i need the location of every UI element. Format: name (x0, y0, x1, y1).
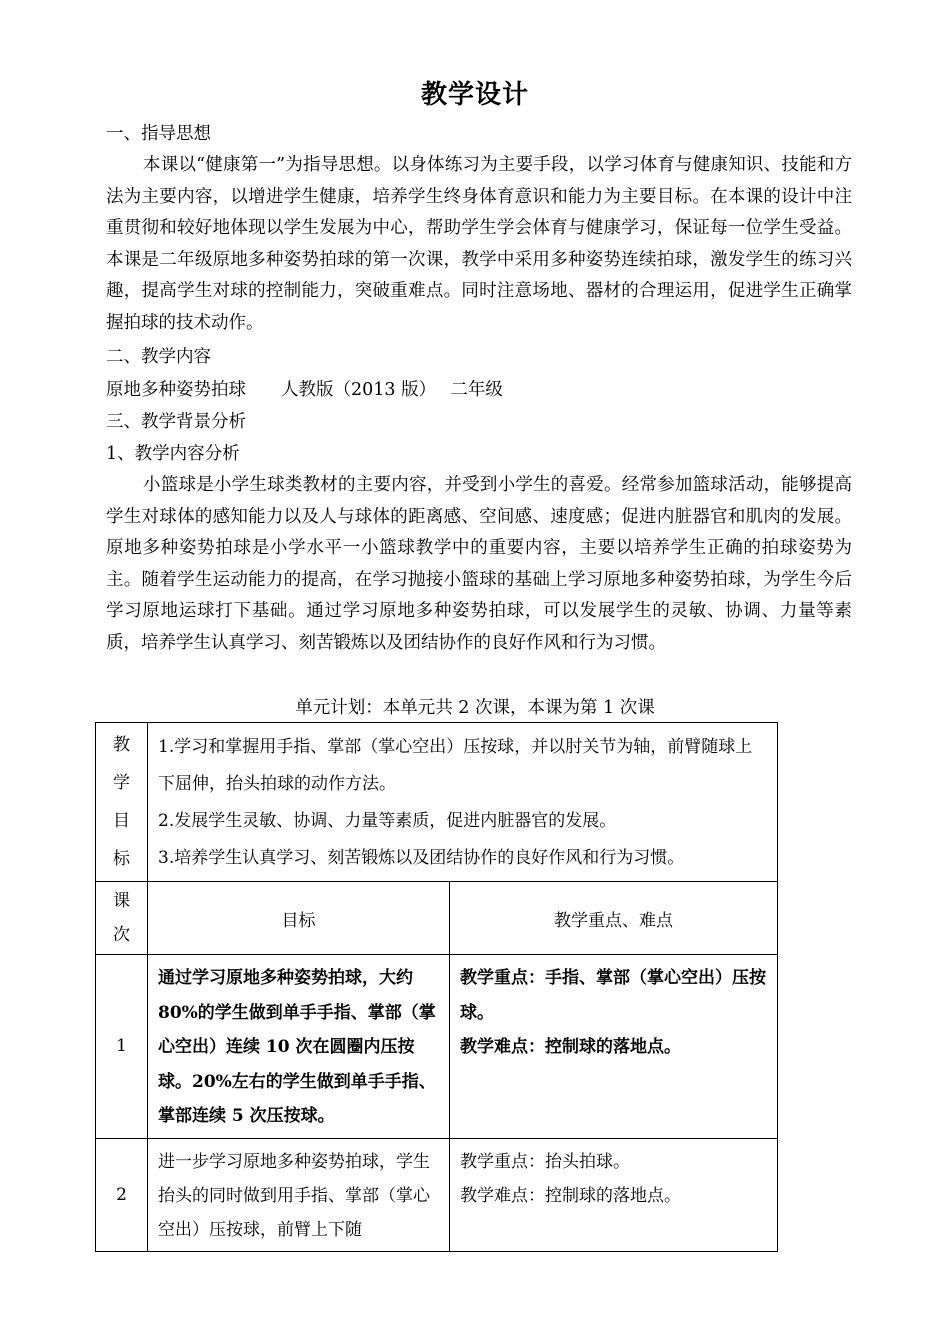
table-row (96, 1138, 778, 1251)
goals-cell (148, 723, 778, 882)
goals-label-char: 标 (113, 849, 130, 869)
lesson-number: 1 (96, 955, 148, 1139)
goal-item: 2.发展学生灵敏、协调、力量等素质，促进内脏器官的发展。 (158, 811, 617, 831)
page-title: 教学设计 (420, 80, 529, 110)
goals-row (96, 723, 778, 882)
subsection-heading-content-analysis: 1、教学内容分析 (106, 444, 240, 464)
unit-plan-caption: 单元计划：本单元共 2 次课，本课为第 1 次课 (295, 698, 655, 718)
header-row (96, 882, 778, 955)
lesson-key-points (450, 955, 778, 1139)
goals-label-cell (96, 723, 148, 882)
teaching-content-line: 原地多种姿势拍球 人教版（2013 版） 二年级 (106, 380, 503, 400)
goals-label-char: 教 (113, 735, 130, 755)
content-analysis-paragraph: 小篮球是小学生球类教材的主要内容，并受到小学生的喜爱。经常参加篮球活动，能够提高学生对球体的感知能力以及人与球体的距离感、空间感、速度感；促进内脏器官和肌肉的发展。原地多种姿势拍球是小学水平一小篮球教学中的重要内容，主要以培养学生正确的拍球姿势为主。随着学生运动能力的提高，在学习抛接小篮球的基础上学习原地多种姿势拍球，为学生今后学习原地运球打下基础。通过学习原地多种姿势拍球，可以发展学生的灵敏、协调、力量等素质，培养学生认真学习、刻苦锻炼以及团结协作的良好作风和行为习惯。 (106, 475, 852, 653)
key-point: 教学重点：抬头拍球。 (460, 1151, 630, 1172)
section-heading-guiding-idea: 一、指导思想 (106, 124, 211, 144)
section-heading-content: 二、教学内容 (106, 347, 211, 367)
lesson-key-points (450, 1138, 778, 1251)
key-point: 教学重点：手指、掌部（掌心空出）压按球。 (460, 968, 766, 1023)
goal-item: 1.学习和掌握用手指、掌部（掌心空出）压按球，并以肘关节为轴，前臂随球上下屈伸，抬头拍球的动作方法。 (158, 737, 753, 794)
goal-column-header: 目标 (148, 882, 450, 955)
unit-plan-table (95, 722, 778, 1252)
guiding-idea-paragraph: 本课以“健康第一”为指导思想。以身体练习为主要手段，以学习体育与健康知识、技能和方法为主要内容，以增进学生健康，培养学生终身体育意识和能力为主要目标。在本课的设计中注重贯彻和较好地体现以学生发展为中心，帮助学生学会体育与健康学习，保证每一位学生受益。本课是二年级原地多种姿势拍球的第一次课，教学中采用多种姿势连续拍球，激发学生的练习兴趣，提高学生对球的控制能力，突破重难点。同时注意场地、器材的合理运用，促进学生正确掌握拍球的技术动作。 (106, 155, 852, 333)
lesson-number: 2 (96, 1138, 148, 1251)
goals-label-char: 目 (113, 811, 130, 831)
goal-item: 3.培养学生认真学习、刻苦锻炼以及团结协作的良好作风和行为习惯。 (158, 848, 685, 868)
key-column-header: 教学重点、难点 (450, 882, 778, 955)
lesson-label-char: 次 (113, 925, 130, 945)
difficulty-point: 教学难点：控制球的落地点。 (460, 1037, 681, 1057)
difficulty-point: 教学难点：控制球的落地点。 (460, 1186, 681, 1206)
lesson-goal: 进一步学习原地多种姿势拍球，学生抬头的同时做到用手指、掌部（掌心空出）压按球，前臂上下随 (148, 1138, 450, 1251)
table-row (96, 955, 778, 1139)
lesson-label-cell (96, 882, 148, 955)
section-heading-background: 三、教学背景分析 (106, 412, 246, 432)
lesson-label-char: 课 (113, 891, 130, 911)
goals-label-char: 学 (113, 773, 130, 793)
lesson-goal: 通过学习原地多种姿势拍球，大约80%的学生做到单手手指、掌部（掌心空出）连续 10 次在圆圈内压按球。20%左右的学生做到单手手指、掌部连续 5 次压按球。 (148, 955, 450, 1139)
